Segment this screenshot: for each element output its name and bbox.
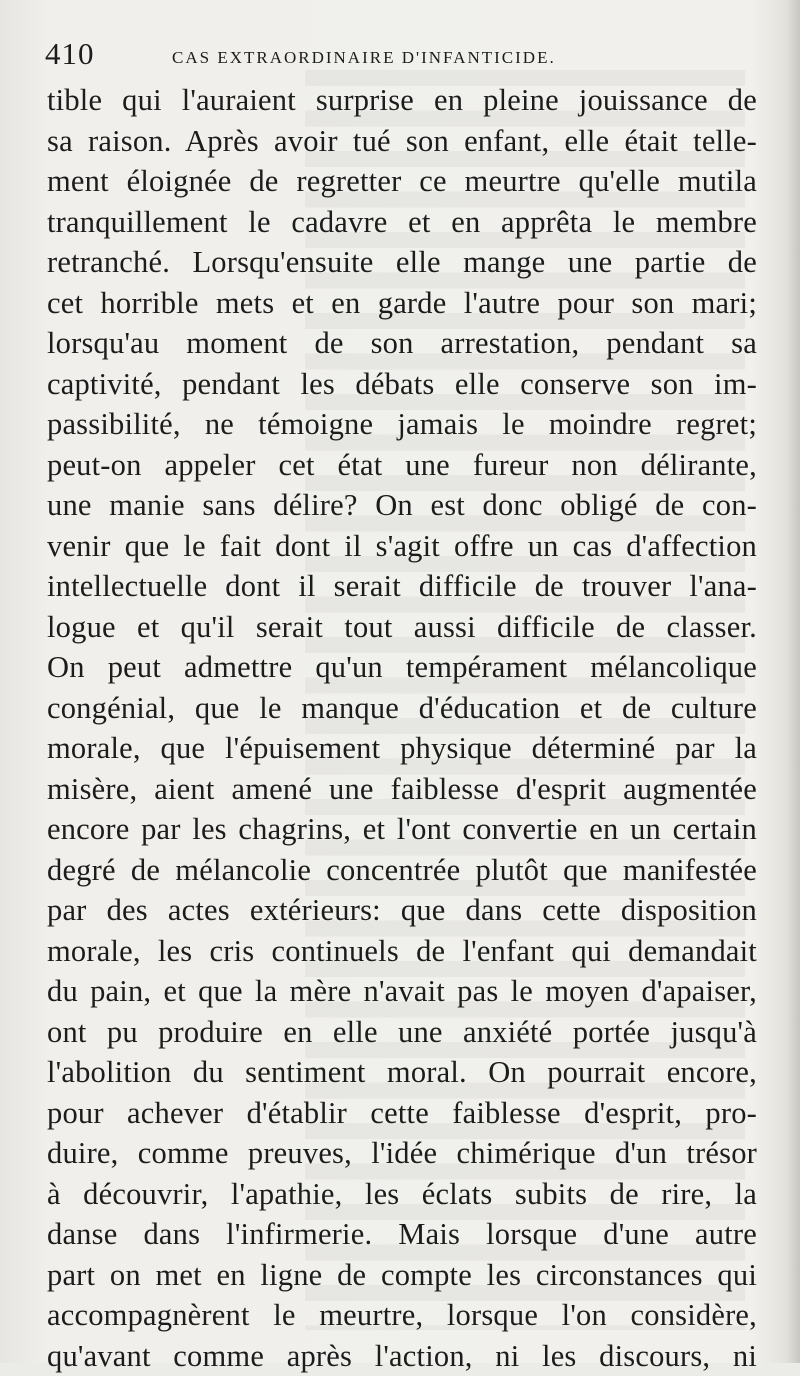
text-line: tranquillement le cadavre et en apprêta le membre <box>47 202 757 243</box>
text-line: degré de mélancolie concentrée plutôt que manifestée <box>47 850 757 891</box>
text-line: sa raison. Après avoir tué son enfant, elle était telle- <box>47 121 757 162</box>
page-number: 410 <box>45 36 95 72</box>
text-line: une manie sans délire? On est donc obligé de con- <box>47 485 757 526</box>
text-line: ment éloignée de regretter ce meurtre qu'elle mutila <box>47 161 757 202</box>
body-text <box>47 80 757 1376</box>
text-line: intellectuelle dont il serait difficile de trouver l'ana- <box>47 566 757 607</box>
text-line: ont pu produire en elle une anxiété portée jusqu'à <box>47 1012 757 1053</box>
text-line: passibilité, ne témoigne jamais le moindre regret; <box>47 404 757 445</box>
text-line: morale, les cris continuels de l'enfant qui demandait <box>47 931 757 972</box>
text-line: à découvrir, l'apathie, les éclats subits de rire, la <box>47 1174 757 1215</box>
text-line: lorsqu'au moment de son arrestation, pendant sa <box>47 323 757 364</box>
text-line: misère, aient amené une faiblesse d'esprit augmentée <box>47 769 757 810</box>
text-line: venir que le fait dont il s'agit offre un cas d'affection <box>47 526 757 567</box>
text-line: qu'avant comme après l'action, ni les discours, ni <box>47 1336 757 1376</box>
text-line: retranché. Lorsqu'ensuite elle mange une partie de <box>47 242 757 283</box>
text-line: congénial, que le manque d'éducation et de culture <box>47 688 757 729</box>
text-line: pour achever d'établir cette faiblesse d'esprit, pro- <box>47 1093 757 1134</box>
text-line: danse dans l'infirmerie. Mais lorsque d'une autre <box>47 1214 757 1255</box>
text-line: par des actes extérieurs: que dans cette disposition <box>47 890 757 931</box>
running-title: CAS EXTRAORDINAIRE D'INFANTICIDE. <box>172 48 556 68</box>
text-line: encore par les chagrins, et l'ont convertie en un certain <box>47 809 757 850</box>
text-line: tible qui l'auraient surprise en pleine jouissance de <box>47 80 757 121</box>
text-line: captivité, pendant les débats elle conserve son im- <box>47 364 757 405</box>
text-line: cet horrible mets et en garde l'autre pour son mari; <box>47 283 757 324</box>
page-header <box>45 36 755 76</box>
text-line: du pain, et que la mère n'avait pas le moyen d'apaiser, <box>47 971 757 1012</box>
text-line: duire, comme preuves, l'idée chimérique d'un trésor <box>47 1133 757 1174</box>
text-line: part on met en ligne de compte les circonstances qui <box>47 1255 757 1296</box>
text-line: accompagnèrent le meurtre, lorsque l'on considère, <box>47 1295 757 1336</box>
text-line: peut-on appeler cet état une fureur non délirante, <box>47 445 757 486</box>
text-line: On peut admettre qu'un tempérament mélancolique <box>47 647 757 688</box>
text-line: l'abolition du sentiment moral. On pourrait encore, <box>47 1052 757 1093</box>
text-line: logue et qu'il serait tout aussi difficile de classer. <box>47 607 757 648</box>
page-edge-shadow <box>786 0 800 1363</box>
text-line: morale, que l'épuisement physique déterminé par la <box>47 728 757 769</box>
